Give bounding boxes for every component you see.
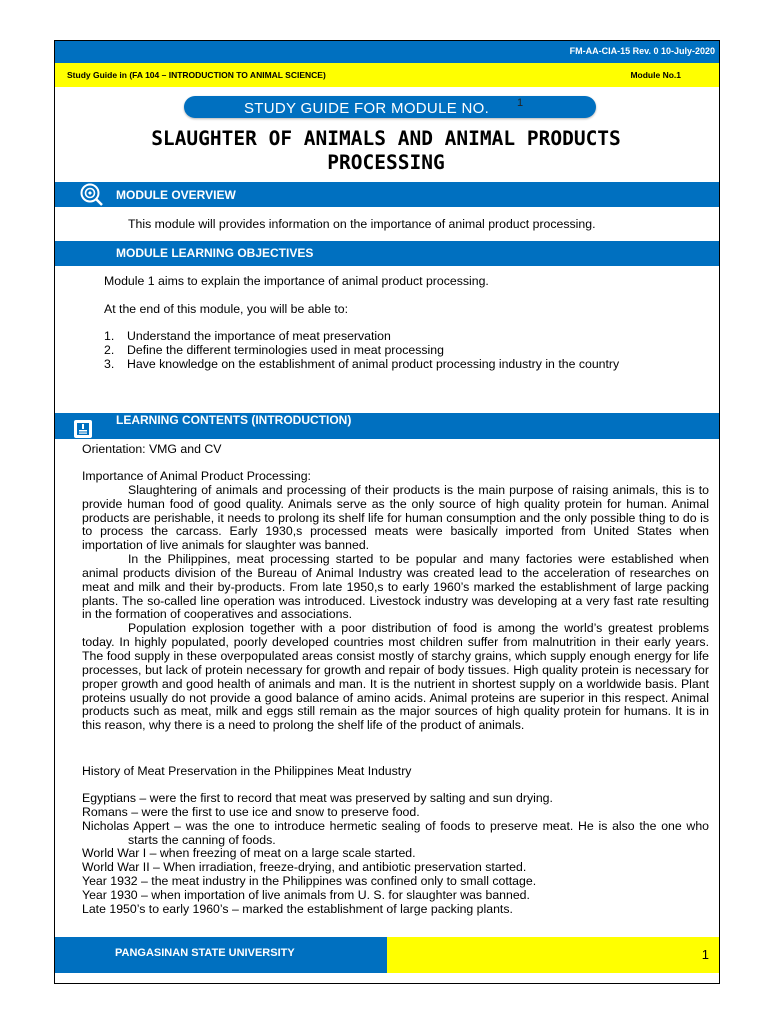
study-guide-bar (55, 63, 719, 87)
learning-contents-bar (55, 413, 719, 439)
history-item: Year 1930 – when importation of live animals from U. S. for slaughter was banned. (82, 887, 530, 902)
module-overview-heading: MODULE OVERVIEW (116, 188, 236, 202)
importance-section (82, 470, 709, 733)
pill-number: 1 (517, 97, 524, 109)
university-name: PANGASINAN STATE UNIVERSITY (115, 947, 295, 959)
objectives-list (104, 330, 704, 372)
objective-item: 3. Have knowledge on the establishment of animal product processing industry in the country (104, 356, 620, 371)
objectives-intro: Module 1 aims to explain the importance of animal product processing. (104, 274, 489, 288)
importance-paragraph-3: Population explosion together with a poor distribution of food is among the world’s greatest problems today. In highly populated, poorly developed countries most children suffer from malnutrition in their early years. The food supply in these overpopulated areas consist mostly of starchy grains, which supply enough energy for life processes, but lack of protein necessary for growth and repair of body tissues. High quality protein is necessary for proper growth and good health of animals and man. It is the nutrient in shortest supply on a worldwide basis. Plant proteins usually do not provide a good balance of amino acids. Animal proteins are superior in this respect. Animal products such as meat, milk and eggs still remain as the major sources of high quality protein for humans. It is in this reason, why there is a need to prolong the shelf life of the product of animals. (82, 621, 709, 733)
study-guide-course: Study Guide in (FA 104 – INTRODUCTION TO ANIMAL SCIENCE) (67, 70, 326, 80)
history-item: Romans – were the first to use ice and snow to preserve food. (82, 804, 420, 819)
book-icon (72, 419, 96, 439)
history-list (82, 792, 709, 917)
module-overview-bar (55, 182, 719, 207)
history-item: Egyptians – were the first to record that meat was preserved by salting and sun drying. (82, 791, 553, 805)
history-item: Late 1950’s to early 1960’s – marked the establishment of large packing plants. (82, 901, 513, 916)
importance-heading: Importance of Animal Product Processing: (82, 469, 311, 483)
importance-paragraph-1: Slaughtering of animals and processing of their products is the main purpose of raising animals, this is to provide human food of good quality. Animals serve as the only source of high quality protein for human. Animal products are perishable, it needs to prolong its shelf life for human consumption and the only possible thing to do is to process the carcass. Early 1930,s processed meats were basically imported from United States when importation of live animals for slaughter was banned. (82, 482, 709, 553)
objectives-lead: At the end of this module, you will be able to: (104, 302, 349, 316)
title-line-1: SLAUGHTER OF ANIMALS AND ANIMAL PRODUCTS (151, 127, 621, 150)
footer-university-bar (55, 937, 387, 973)
overview-text: This module will provides information on the importance of animal product processing. (128, 217, 596, 231)
history-item: Year 1932 – the meat industry in the Philippines was confined only to small cottage. (82, 874, 537, 889)
objective-item: 1. Understand the importance of meat preservation (104, 329, 391, 343)
page-number: 1 (701, 947, 709, 962)
module-number: Module No.1 (630, 70, 681, 80)
history-heading: History of Meat Preservation in the Philippines Meat Industry (82, 764, 412, 778)
magnifier-icon (80, 183, 104, 207)
module-objectives-heading: MODULE LEARNING OBJECTIVES (116, 246, 314, 260)
importance-paragraph-2: In the Philippines, meat processing started to be popular and many factories were established when animal products division of the Bureau of Animal Industry was created lead to the acceleration of researches on meat and milk and their by-products. From late 1950,s to early 1960’s marked the establishment of large packing plants. The so-called line operation was introduced. Livestock industry was developing at a very fast rate resulting in the formation of cooperatives and associations. (82, 552, 709, 622)
title-line-2: PROCESSING (327, 151, 445, 174)
pill-label: STUDY GUIDE FOR MODULE NO. (244, 100, 490, 117)
module-objectives-bar (55, 241, 719, 266)
orientation-text: Orientation: VMG and CV (82, 442, 222, 456)
history-item: World War I – when freezing of meat on a large scale started. (82, 846, 416, 861)
learning-contents-heading: LEARNING CONTENTS (INTRODUCTION) (116, 413, 352, 427)
history-item: World War II – When irradiation, freeze-drying, and antibiotic preservation started. (82, 860, 527, 875)
study-guide-pill (184, 96, 596, 118)
page-title (60, 127, 712, 175)
history-item: Nicholas Appert – was the one to introduce hermetic sealing of foods to preserve meat. He is also the one who starts the canning of foods. (82, 818, 709, 847)
footer-page-bar (387, 937, 719, 973)
objective-item: 2. Define the different terminologies used in meat processing (104, 342, 444, 357)
header-code-bar (55, 41, 719, 63)
document-code: FM-AA-CIA-15 Rev. 0 10-July-2020 (569, 46, 715, 56)
